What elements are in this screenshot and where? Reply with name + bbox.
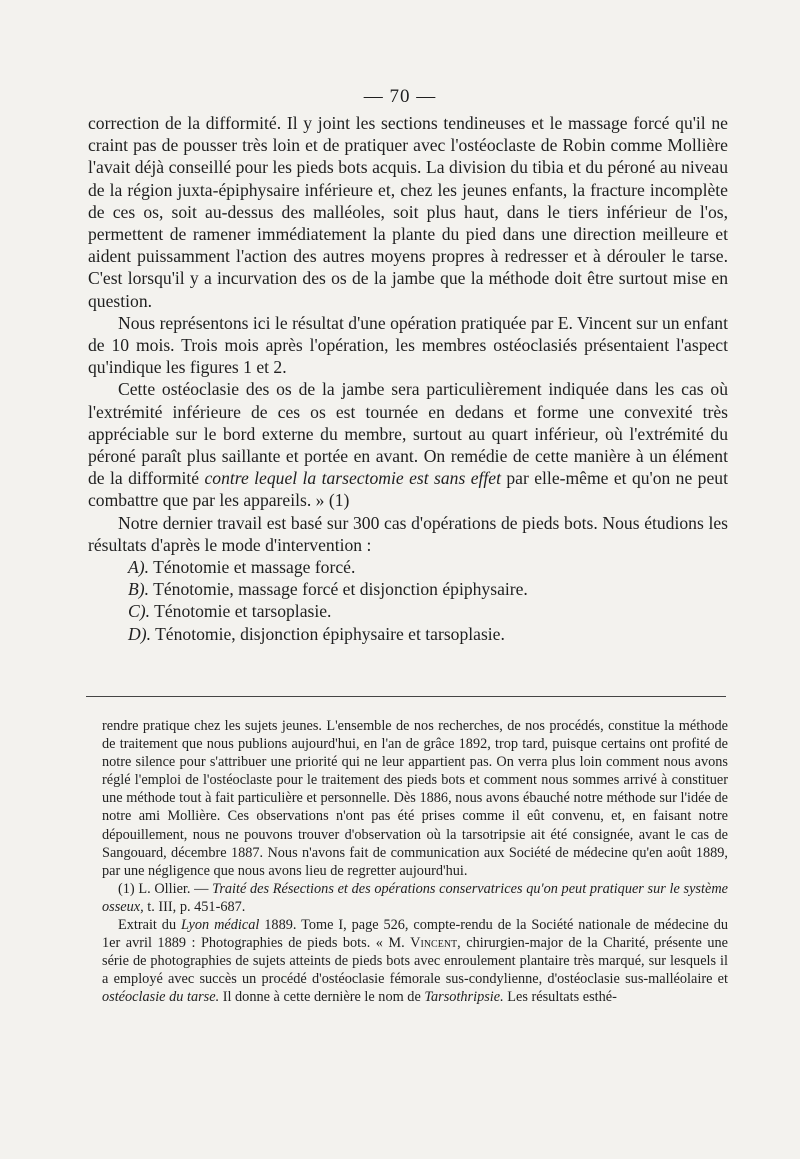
paragraph-1: correction de la difformité. Il y joint les sections tendineuses et le massage forcé qu'il ne craint pas de pousser très loin et de pratiquer avec l'ostéoclaste de Robin comme Mollière l'avait déjà conseillé pour les pieds bots acquis. La division du tibia et du péroné au niveau de la région juxta-épiphysaire inférieure et, chez les jeunes enfants, la fracture incomplète de ces os, soit au-dessus des malléoles, soit plus haut, dans le tiers inférieur de l'os, permettent de ramener immédiatement la plante du pied dans une direction meilleure et aident puissamment l'action des autres moyens propres à redresser et à dérouler le tarse. C'est lorsqu'il y a incurvation des os de la jambe que la méthode doit être surtout mise en question. (88, 113, 728, 311)
list-letter: D). (128, 623, 151, 644)
paragraph-2: Nous représentons ici le résultat d'une opération pratiquée par E. Vincent sur un enfant de 10 mois. Trois mois après l'opération, les membres ostéoclasiés présentaient l'aspect qu'indique les figures 1 et 2. (88, 312, 728, 378)
footnote-separator (86, 696, 726, 697)
footnote-1-ref: t. III, p. 451-687. (147, 898, 246, 915)
list-text: Ténotomie et tarsoplasie. (154, 601, 332, 622)
list-item-a (88, 556, 728, 578)
footnote-1 (102, 880, 728, 916)
extract-intro: Extrait du (118, 917, 177, 934)
footnote-1-author: (1) L. Ollier. — (118, 880, 209, 897)
paragraph-3-italic: contre lequel la tarsectomie est sans effet (204, 468, 501, 489)
list-text: Ténotomie, massage forcé et disjonction épiphysaire. (153, 579, 528, 600)
page-number: — 70 — (363, 86, 437, 107)
footnote-continued: rendre pratique chez les sujets jeunes. L'ensemble de nos recherches, de nos procédés, constitue la méthode de traitement que nous publions aujourd'hui, en l'an de grâce 1892, trop tard, puisque certains ont profité de notre silence pour s'attribuer une priorité qui ne leur appartient pas. On verra plus loin comment nous avons réglé l'emploi de l'ostéoclaste pour le traitement des pieds bots et comment nous sommes arrivé à constituer une méthode tout à fait particulière et personnelle. Dès 1886, nous avons ébauché notre méthode sur l'idée de notre ami Mollière. Ces observations n'ont pas été prises comme il eût convenu, et, en faisant notre dépouillement, nous ne pouvons trouver d'observation où la tarsotripsie ait été consignée, avant le cas de Sangouard, décembre 1887. Nous n'avons fait de communication aux Société de médecine qu'en août 1889, par une négligence que nous avons lieu de regretter aujourd'hui. (102, 718, 728, 879)
extract-italic-1: ostéoclasie du tarse. (102, 989, 220, 1006)
paragraph-3-end: par elle-même et qu'on ne peut combattre que par les appareils. » (1) (88, 468, 728, 511)
author-name: Vincent (410, 935, 458, 952)
footnote-extract (102, 916, 728, 1006)
extract-text-4: Les résultats esthé- (507, 989, 617, 1006)
extract-text-3: Il donne à cette dernière le nom de (222, 989, 421, 1006)
main-text (88, 112, 728, 645)
journal-title: Lyon médical (181, 917, 260, 934)
list-letter: A). (128, 557, 150, 578)
paragraph-3 (88, 378, 728, 511)
list-letter: B). (128, 579, 150, 600)
footnotes (102, 717, 728, 1007)
paragraph-4: Notre dernier travail est basé sur 300 cas d'opérations de pieds bots. Nous étudions les résultats d'après le mode d'intervention : (88, 512, 728, 555)
paragraph-3-start: Cette ostéoclasie des os de la jambe sera particulièrement indiquée dans les cas où l'extrémité inférieure de ces os est tournée en dedans et forme une convexité très appréciable sur le bord externe du membre, surtout au quart inférieur, où l'extrémité du péroné paraît plus saillante et portée en avant. On remédie de cette manière à un élément de la difformité (88, 379, 728, 489)
list-letter: C). (128, 601, 150, 622)
list-text: Ténotomie et massage forcé. (153, 557, 356, 578)
extract-text: 1889. Tome I, page 526, compte-rendu de la Société nationale de médecine du 1er avril 1889 : Photographies de pieds bots. « M. (102, 917, 728, 952)
extract-italic-2: Tarsothripsie. (424, 989, 504, 1006)
list-item-b (88, 578, 728, 600)
extract-text-2: , chirurgien-major de la Charité, présente une série de photographies de sujets atteints de pieds bots avec enroulement plantaire très marqué, sur lesquels il a employé avec succès un procédé d'ostéoclasie fémorale sus-condylienne, d'ostéoclasie sus-malléolaire et (102, 935, 728, 988)
list-text: Ténotomie, disjonction épiphysaire et tarsoplasie. (155, 623, 505, 644)
list-item-d (88, 623, 728, 645)
footnote-1-title: Traité des Résections et des opérations conservatrices qu'on peut pratiquer sur le système osseux, (102, 880, 728, 915)
list-item-c (88, 600, 728, 622)
